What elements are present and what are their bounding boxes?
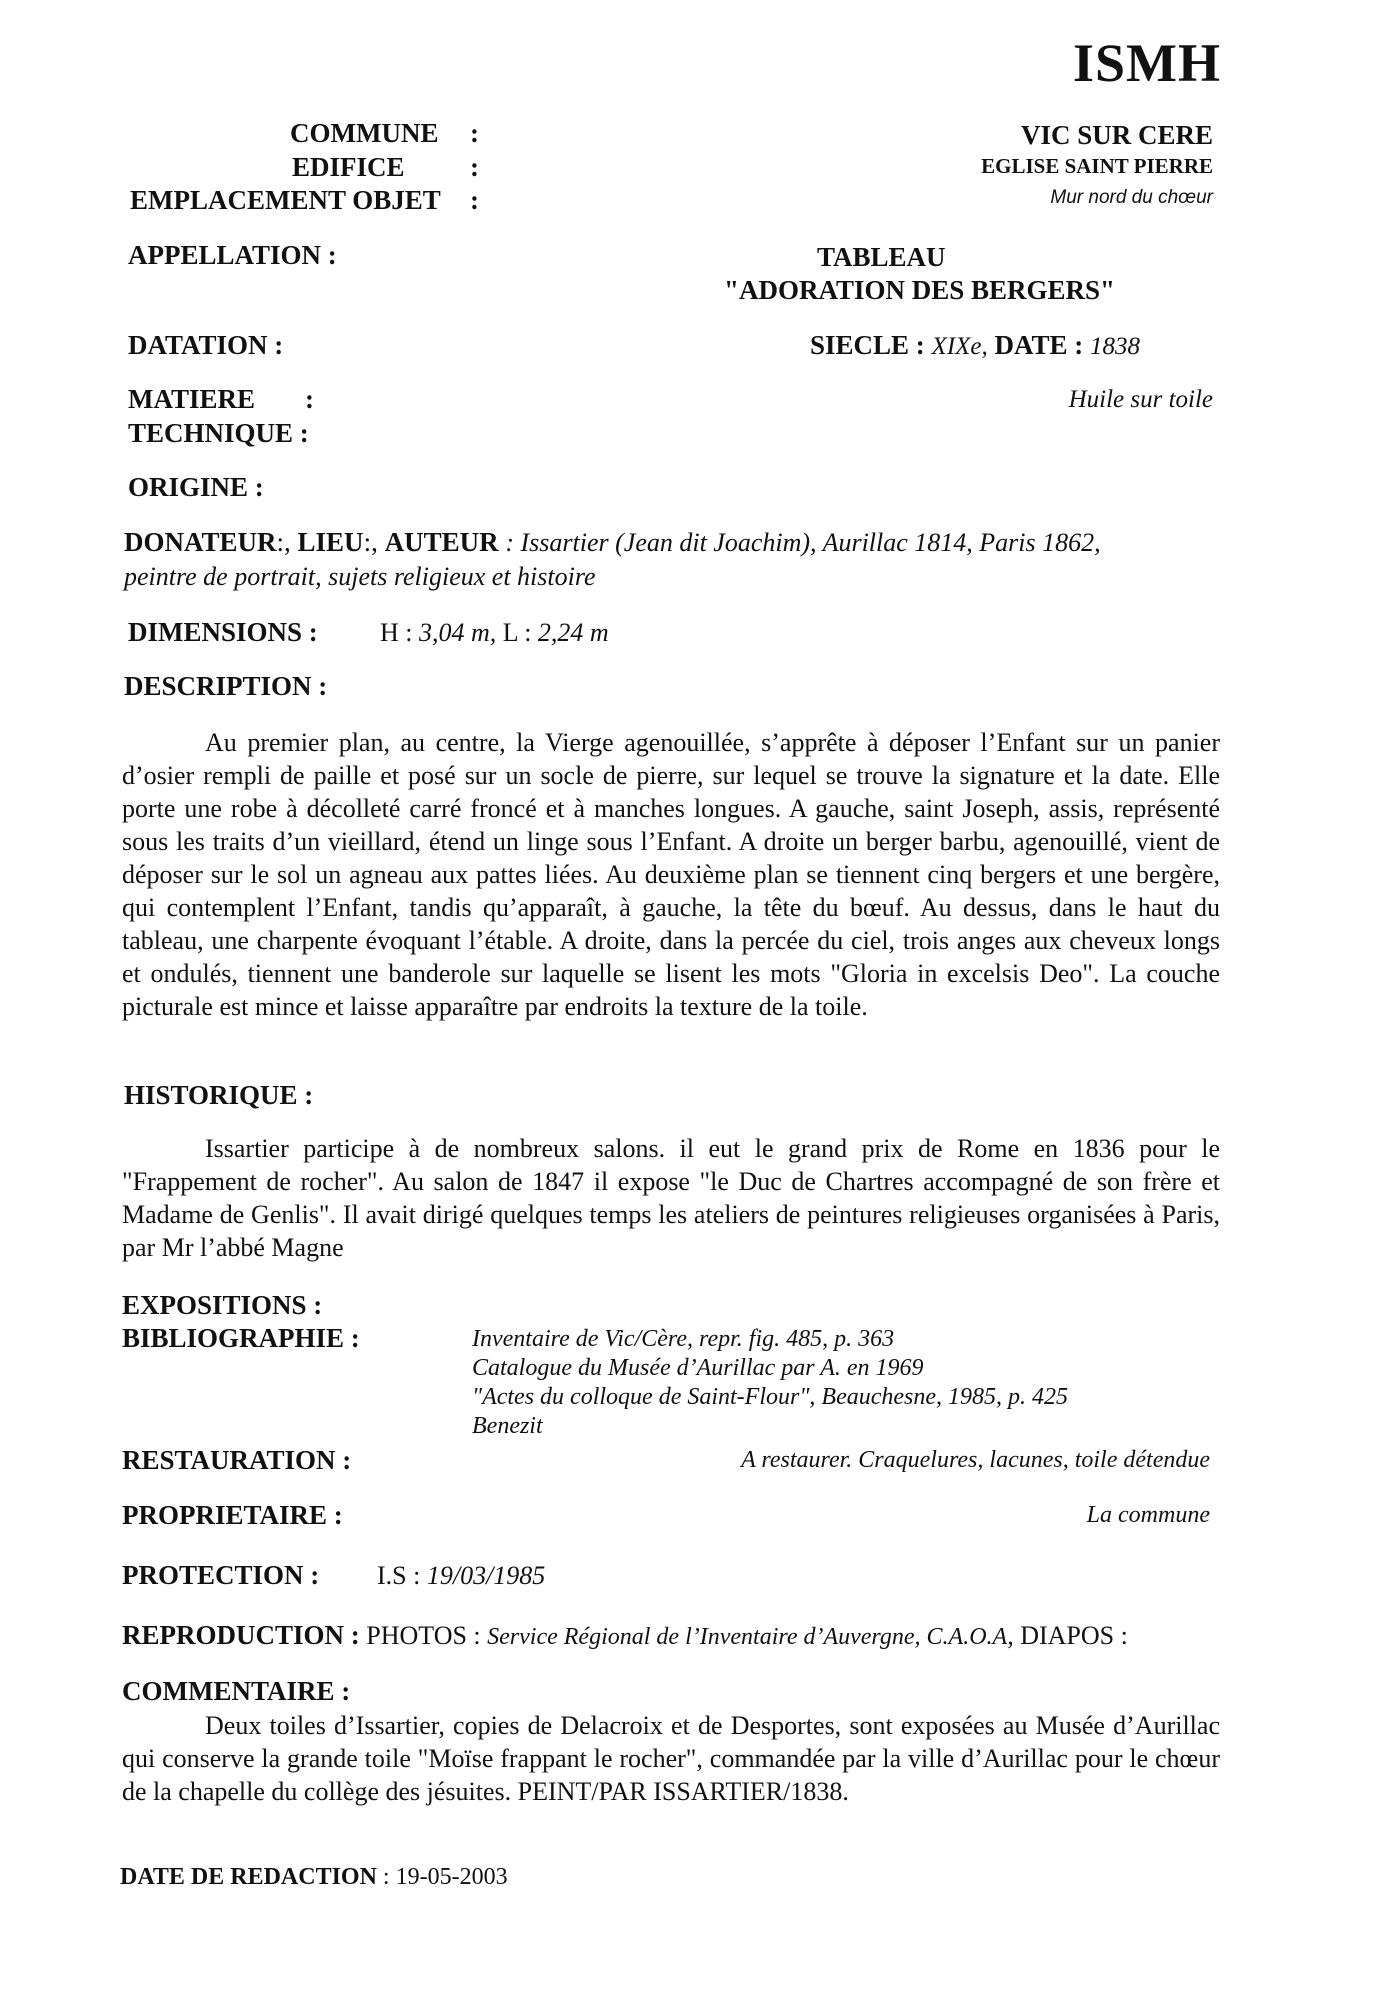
emplacement-sep: : bbox=[470, 185, 479, 215]
redaction-value: : 19-05-2003 bbox=[382, 1864, 508, 1890]
date-label: DATE : bbox=[994, 330, 1084, 360]
dim-l-label: L : bbox=[502, 618, 532, 647]
historique-label: HISTORIQUE : bbox=[124, 1080, 314, 1110]
commune-label: COMMUNE bbox=[290, 118, 439, 148]
appellation-value-line2: "ADORATION DES BERGERS" bbox=[724, 275, 1116, 305]
auteur-value-line1: : Issartier (Jean dit Joachim), Aurillac 1814, Paris 1862, bbox=[505, 528, 1101, 557]
photos-label: PHOTOS : bbox=[366, 1621, 481, 1650]
proprietaire-label: PROPRIETAIRE : bbox=[122, 1500, 343, 1530]
siecle-value: XIXe, bbox=[931, 333, 988, 360]
appellation-value-line1: TABLEAU bbox=[817, 242, 946, 272]
dim-h-value: 3,04 m, bbox=[419, 618, 497, 647]
reproduction-line bbox=[122, 1620, 1128, 1651]
commentaire-text bbox=[122, 1709, 1220, 1808]
matiere-value: Huile sur toile bbox=[1068, 386, 1213, 413]
date-value: 1838 bbox=[1090, 333, 1141, 360]
bibliographie-entry: "Actes du colloque de Saint-Flour", Beauchesne, 1985, p. 425 bbox=[472, 1384, 1069, 1410]
edifice-label: EDIFICE bbox=[292, 152, 405, 182]
proprietaire-value: La commune bbox=[1086, 1502, 1210, 1528]
dim-h-label: H : bbox=[380, 618, 413, 647]
protection-is-value: 19/03/1985 bbox=[426, 1561, 546, 1590]
dimensions-value bbox=[380, 618, 609, 648]
historique-body: Issartier participe à de nombreux salons. il eut le grand prix de Rome en 1836 pour le "Frappement de rocher". Au salon de 1847 il expose "le Duc de Chartres accompagné de son frère et Madame de Genlis". Il avait dirigé quelques temps les ateliers de peintures religieuses organisées à Paris, par Mr l’abbé Magne bbox=[122, 1134, 1220, 1262]
auteur-label: AUTEUR bbox=[384, 527, 499, 557]
donateur-sep2: :, bbox=[363, 527, 385, 557]
description-label: DESCRIPTION : bbox=[124, 671, 328, 701]
matiere-label: MATIERE bbox=[128, 384, 256, 414]
commune-value: VIC SUR CERE bbox=[1020, 120, 1213, 150]
redaction-label: DATE DE REDACTION bbox=[120, 1864, 377, 1890]
expositions-label: EXPOSITIONS : bbox=[122, 1290, 323, 1320]
origine-label: ORIGINE : bbox=[128, 472, 264, 502]
datation-value bbox=[810, 330, 1140, 361]
technique-label: TECHNIQUE : bbox=[128, 418, 309, 448]
bibliographie-label: BIBLIOGRAPHIE : bbox=[122, 1323, 360, 1353]
historique-text bbox=[122, 1132, 1220, 1264]
protection-is-label: I.S : bbox=[377, 1561, 421, 1590]
commune-sep: : bbox=[470, 118, 479, 148]
description-text bbox=[122, 726, 1220, 1023]
protection-label: PROTECTION : bbox=[122, 1560, 320, 1590]
lieu-label: LIEU bbox=[297, 527, 364, 557]
edifice-sep: : bbox=[470, 152, 479, 182]
bibliographie-entry: Inventaire de Vic/Cère, repr. fig. 485, p. 363 bbox=[472, 1326, 895, 1352]
description-body: Au premier plan, au centre, la Vierge agenouillée, s’apprête à déposer l’Enfant sur un panier d’osier rempli de paille et posé sur un socle de pierre, sur lequel se trouve la signature et la date. Elle porte une robe à décolleté carré froncé et à manches longues. A gauche, saint Joseph, assis, représenté sous les traits d’un vieillard, étend un linge sous l’Enfant. A droite un berger barbu, agenouillé, vient de déposer sur le sol un agneau aux pattes liées. Au deuxième plan se tiennent cinq bergers et une bergère, qui contemplent l’Enfant, tandis qu’apparaît, à gauche, la tête du bœuf. Au dessus, dans le haut du tableau, une charpente évoquant l’étable. A droite, dans la percée du ciel, trois anges aux cheveux longs et ondulés, tiennent une banderole sur laquelle se lisent les mots "Gloria in excelsis Deo". La couche picturale est mince et laisse apparaître par endroits la texture de la toile. bbox=[122, 728, 1220, 1021]
restauration-value: A restaurer. Craquelures, lacunes, toile détendue bbox=[741, 1447, 1210, 1473]
reproduction-label: REPRODUCTION : bbox=[122, 1620, 360, 1650]
donateur-sep1: :, bbox=[276, 527, 298, 557]
restauration-label: RESTAURATION : bbox=[122, 1445, 352, 1475]
emplacement-label: EMPLACEMENT OBJET bbox=[130, 185, 441, 215]
matiere-sep: : bbox=[305, 384, 314, 414]
bibliographie-list bbox=[472, 1325, 1068, 1441]
redaction-line bbox=[120, 1864, 508, 1891]
appellation-label: APPELLATION : bbox=[128, 240, 337, 270]
ismh-title: ISMH bbox=[1072, 33, 1221, 93]
auteur-value-line2: peintre de portrait, sujets religieux et histoire bbox=[124, 562, 596, 591]
edifice-value: EGLISE SAINT PIERRE bbox=[981, 154, 1213, 178]
bibliographie-entry: Catalogue du Musée d’Aurillac par A. en 1969 bbox=[472, 1355, 924, 1381]
donateur-line1 bbox=[124, 527, 1101, 558]
dimensions-label: DIMENSIONS : bbox=[128, 617, 318, 647]
photos-value: Service Régional de l’Inventaire d’Auvergne, C.A.O.A bbox=[487, 1624, 1008, 1650]
commentaire-body: Deux toiles d’Issartier, copies de Delacroix et de Desportes, sont exposées au Musée d’Aurillac qui conserve la grande toile "Moïse frappant le rocher", commandée par la ville d’Aurillac pour le chœur de la chapelle du collège des jésuites. PEINT/PAR ISSARTIER/1838. bbox=[122, 1711, 1220, 1806]
siecle-label: SIECLE : bbox=[810, 330, 925, 360]
bibliographie-entry: Benezit bbox=[472, 1413, 543, 1439]
protection-value bbox=[377, 1561, 545, 1591]
dim-l-value: 2,24 m bbox=[537, 618, 609, 647]
donateur-label: DONATEUR bbox=[124, 527, 277, 557]
commentaire-label: COMMENTAIRE : bbox=[122, 1676, 351, 1706]
emplacement-value: Mur nord du chœur bbox=[1050, 187, 1213, 208]
datation-label: DATATION : bbox=[128, 330, 284, 360]
diapos-label: , DIAPOS : bbox=[1007, 1621, 1128, 1650]
